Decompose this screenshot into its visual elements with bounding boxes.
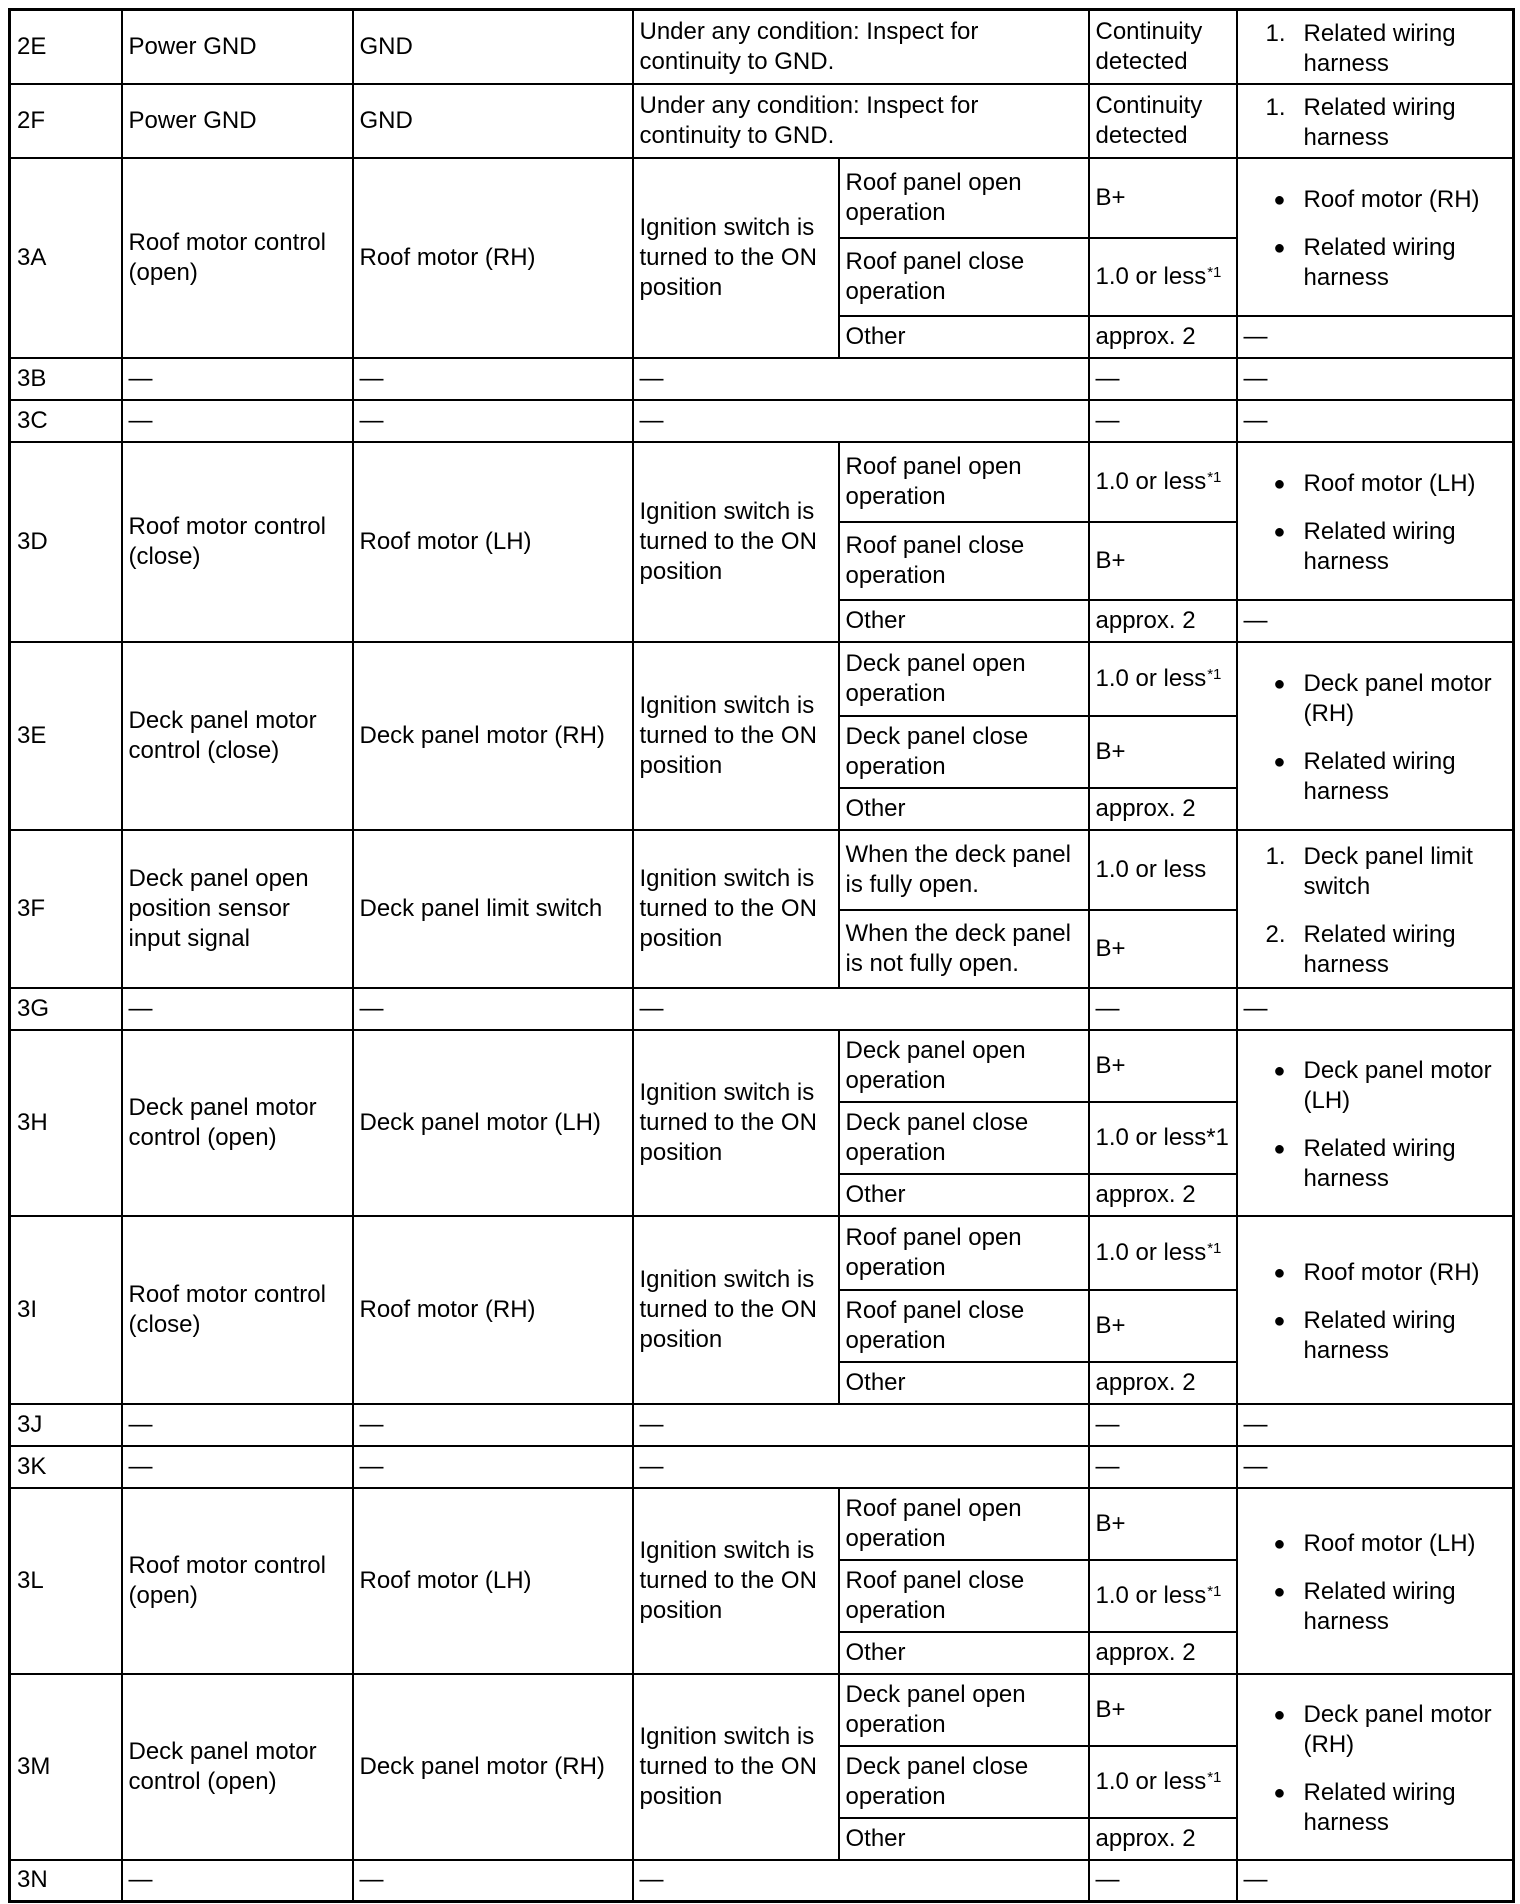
signal-name: Roof motor control (open) — [122, 158, 353, 358]
check-items: — — [1237, 400, 1514, 442]
sub-condition: Other — [839, 316, 1089, 358]
value: 1.0 or less$^{*1}$ — [1089, 1216, 1237, 1290]
check-items: — — [1237, 1446, 1514, 1488]
signal-name: Deck panel motor control (open) — [122, 1674, 353, 1860]
destination: Deck panel motor (LH) — [353, 1030, 633, 1216]
destination: Roof motor (RH) — [353, 1216, 633, 1404]
list-item: ● Related wiring harness — [1273, 233, 1456, 291]
condition: Ignition switch is turned to the ON position — [633, 830, 839, 988]
signal-name: Roof motor control (open) — [122, 1488, 353, 1674]
signal-name: Roof motor control (close) — [122, 442, 353, 642]
condition: — — [633, 358, 1089, 400]
condition: Under any condition: Inspect for continuity to GND. — [633, 10, 1089, 84]
check-items: — — [1237, 358, 1514, 400]
value: approx. 2 — [1089, 1362, 1237, 1404]
signal-name: — — [122, 400, 353, 442]
value: Continuity detected — [1089, 84, 1237, 158]
sub-condition: Deck panel open operation — [839, 642, 1089, 716]
value: — — [1089, 1404, 1237, 1446]
sub-condition: Other — [839, 1174, 1089, 1216]
table-row — [10, 642, 1514, 716]
destination: Deck panel motor (RH) — [353, 642, 633, 830]
sub-condition: Deck panel close operation — [839, 716, 1089, 788]
check-items — [1237, 442, 1514, 600]
terminal-no: 3B — [10, 358, 122, 400]
value: 1.0 or less$^{*1}$ — [1089, 1560, 1237, 1632]
list-item: ● Roof motor (RH) — [1273, 1258, 1480, 1286]
terminal-no: 2E — [10, 10, 122, 84]
condition: — — [633, 1446, 1089, 1488]
terminal-no: 3K — [10, 1446, 122, 1488]
signal-name: — — [122, 1860, 353, 1902]
condition: — — [633, 1404, 1089, 1446]
value: 1.0 or less*1 — [1089, 1102, 1237, 1174]
signal-name: — — [122, 358, 353, 400]
sub-condition: Deck panel open operation — [839, 1030, 1089, 1102]
condition: Ignition switch is turned to the ON position — [633, 1030, 839, 1216]
condition: — — [633, 988, 1089, 1030]
list-item: 1. Deck panel limit switch — [1265, 842, 1473, 900]
terminal-no: 3G — [10, 988, 122, 1030]
value: approx. 2 — [1089, 1818, 1237, 1860]
sub-condition: Deck panel open operation — [839, 1674, 1089, 1746]
terminal-no: 3J — [10, 1404, 122, 1446]
sub-condition: Roof panel open operation — [839, 158, 1089, 238]
check-items — [1237, 1030, 1514, 1216]
sub-condition: Roof panel close operation — [839, 238, 1089, 316]
table-row — [10, 158, 1514, 238]
signal-name: — — [122, 1404, 353, 1446]
destination: — — [353, 1860, 633, 1902]
list-item: ● Deck panel motor (LH) — [1273, 1056, 1492, 1114]
table-row — [10, 1674, 1514, 1746]
table-row — [10, 1030, 1514, 1102]
sub-condition: Other — [839, 1362, 1089, 1404]
terminal-no: 3A — [10, 158, 122, 358]
value: approx. 2 — [1089, 600, 1237, 642]
list-item: ● Roof motor (LH) — [1273, 1529, 1476, 1557]
value: B+ — [1089, 716, 1237, 788]
table-row — [10, 400, 1514, 442]
sub-condition: Other — [839, 1632, 1089, 1674]
table-row — [10, 1488, 1514, 1560]
sub-condition: Other — [839, 600, 1089, 642]
value: approx. 2 — [1089, 788, 1237, 830]
list-item: ● Related wiring harness — [1273, 1778, 1456, 1836]
list-item: ● Related wiring harness — [1273, 1577, 1456, 1635]
value: B+ — [1089, 1488, 1237, 1560]
condition: Ignition switch is turned to the ON position — [633, 1216, 839, 1404]
list-item: 2. Related wiring harness — [1265, 920, 1456, 978]
list-item: ● Related wiring harness — [1273, 747, 1456, 805]
sub-condition: When the deck panel is not fully open. — [839, 910, 1089, 988]
check-items — [1237, 158, 1514, 316]
terminal-no: 3E — [10, 642, 122, 830]
check-items — [1237, 1216, 1514, 1404]
sub-condition: When the deck panel is fully open. — [839, 830, 1089, 910]
condition: Ignition switch is turned to the ON position — [633, 442, 839, 642]
destination: Deck panel motor (RH) — [353, 1674, 633, 1860]
table-row — [10, 1860, 1514, 1902]
table-row — [10, 84, 1514, 158]
table-row — [10, 1216, 1514, 1290]
list-item: ● Deck panel motor (RH) — [1273, 1700, 1492, 1758]
terminal-no: 3H — [10, 1030, 122, 1216]
check-items — [1237, 830, 1514, 988]
sub-condition: Other — [839, 788, 1089, 830]
value: — — [1089, 988, 1237, 1030]
destination: GND — [353, 10, 633, 84]
destination: Roof motor (RH) — [353, 158, 633, 358]
value: 1.0 or less$^{*1}$ — [1089, 238, 1237, 316]
sub-condition: Deck panel close operation — [839, 1102, 1089, 1174]
sub-condition: Roof panel open operation — [839, 1216, 1089, 1290]
table-row — [10, 988, 1514, 1030]
destination: Roof motor (LH) — [353, 442, 633, 642]
check-items — [1237, 10, 1514, 84]
value: — — [1089, 1860, 1237, 1902]
signal-name: Deck panel motor control (open) — [122, 1030, 353, 1216]
condition: Ignition switch is turned to the ON position — [633, 642, 839, 830]
table-row — [10, 1404, 1514, 1446]
value: 1.0 or less$^{*1}$ — [1089, 1746, 1237, 1818]
value: 1.0 or less$^{*1}$ — [1089, 442, 1237, 522]
table-row — [10, 10, 1514, 84]
destination: — — [353, 1404, 633, 1446]
terminal-no: 3I — [10, 1216, 122, 1404]
value: B+ — [1089, 910, 1237, 988]
value: — — [1089, 358, 1237, 400]
terminal-no: 3N — [10, 1860, 122, 1902]
signal-name: Deck panel motor control (close) — [122, 642, 353, 830]
destination: — — [353, 988, 633, 1030]
value: — — [1089, 400, 1237, 442]
condition: Ignition switch is turned to the ON position — [633, 1488, 839, 1674]
check-items: — — [1237, 988, 1514, 1030]
list-item: ● Related wiring harness — [1273, 517, 1456, 575]
check-items: — — [1237, 1404, 1514, 1446]
sub-condition: Roof panel open operation — [839, 1488, 1089, 1560]
sub-condition: Roof panel close operation — [839, 1290, 1089, 1362]
list-item: ● Roof motor (LH) — [1273, 469, 1476, 497]
terminal-no: 2F — [10, 84, 122, 158]
value: approx. 2 — [1089, 1632, 1237, 1674]
terminal-no: 3F — [10, 830, 122, 988]
list-item: ● Related wiring harness — [1273, 1134, 1456, 1192]
signal-name: Power GND — [122, 84, 353, 158]
sub-condition: Roof panel close operation — [839, 1560, 1089, 1632]
value: — — [1089, 1446, 1237, 1488]
signal-name: — — [122, 1446, 353, 1488]
value: B+ — [1089, 1674, 1237, 1746]
check-items: — — [1237, 316, 1514, 358]
destination: — — [353, 1446, 633, 1488]
sub-condition: Other — [839, 1818, 1089, 1860]
condition: — — [633, 1860, 1089, 1902]
sub-condition: Roof panel open operation — [839, 442, 1089, 522]
terminal-no: 3D — [10, 442, 122, 642]
destination: GND — [353, 84, 633, 158]
signal-name: Power GND — [122, 10, 353, 84]
check-items — [1237, 1674, 1514, 1860]
destination: Roof motor (LH) — [353, 1488, 633, 1674]
condition: Ignition switch is turned to the ON position — [633, 158, 839, 358]
list-item: ● Related wiring harness — [1273, 1306, 1456, 1364]
condition: Under any condition: Inspect for continuity to GND. — [633, 84, 1089, 158]
value: approx. 2 — [1089, 316, 1237, 358]
table-row — [10, 1446, 1514, 1488]
terminal-no: 3C — [10, 400, 122, 442]
table-row — [10, 830, 1514, 910]
sub-condition: Roof panel close operation — [839, 522, 1089, 600]
value: B+ — [1089, 1290, 1237, 1362]
list-item: ● Roof motor (RH) — [1273, 185, 1480, 213]
signal-name: — — [122, 988, 353, 1030]
value: 1.0 or less — [1089, 830, 1237, 910]
destination: Deck panel limit switch — [353, 830, 633, 988]
value: B+ — [1089, 522, 1237, 600]
terminal-no: 3L — [10, 1488, 122, 1674]
condition: — — [633, 400, 1089, 442]
terminal-no: 3M — [10, 1674, 122, 1860]
destination: — — [353, 400, 633, 442]
signal-name: Deck panel open position sensor input signal — [122, 830, 353, 988]
value: B+ — [1089, 1030, 1237, 1102]
list-item: 1. Related wiring harness — [1265, 93, 1456, 151]
condition: Ignition switch is turned to the ON position — [633, 1674, 839, 1860]
check-items — [1237, 642, 1514, 830]
list-item: 1. Related wiring harness — [1265, 19, 1456, 77]
check-items — [1237, 1488, 1514, 1674]
value: 1.0 or less$^{*1}$ — [1089, 642, 1237, 716]
check-items: — — [1237, 600, 1514, 642]
check-items: — — [1237, 1860, 1514, 1902]
table-row — [10, 358, 1514, 400]
sub-condition: Deck panel close operation — [839, 1746, 1089, 1818]
check-items — [1237, 84, 1514, 158]
terminal-inspection-table — [8, 8, 1515, 1903]
destination: — — [353, 358, 633, 400]
value: B+ — [1089, 158, 1237, 238]
signal-name: Roof motor control (close) — [122, 1216, 353, 1404]
value: approx. 2 — [1089, 1174, 1237, 1216]
value: Continuity detected — [1089, 10, 1237, 84]
list-item: ● Deck panel motor (RH) — [1273, 669, 1492, 727]
table-row — [10, 442, 1514, 522]
